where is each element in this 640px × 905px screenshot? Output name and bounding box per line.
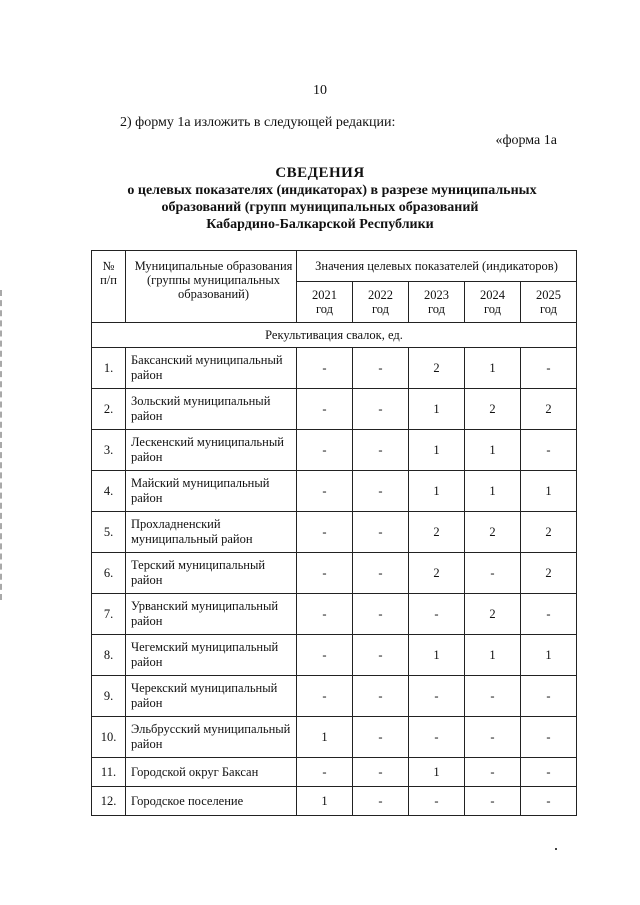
row-value-2021: - xyxy=(297,389,353,430)
row-number: 11. xyxy=(92,758,126,787)
row-value-2024: 1 xyxy=(465,471,521,512)
header-year-value: 2024 xyxy=(480,288,505,302)
row-value-2021: - xyxy=(297,512,353,553)
row-number: 9. xyxy=(92,676,126,717)
header-year-unit: год xyxy=(427,302,446,316)
header-year-0 xyxy=(297,282,353,323)
row-value-2022: - xyxy=(353,717,409,758)
table-row xyxy=(92,758,577,787)
row-municipality: Лескенский муниципальный район xyxy=(126,430,297,471)
page-number: 10 xyxy=(313,83,327,98)
row-value-2021: - xyxy=(297,553,353,594)
header-year-value: 2022 xyxy=(368,288,393,302)
row-municipality: Чегемский муниципальный район xyxy=(126,635,297,676)
row-value-2021: - xyxy=(297,594,353,635)
title-line-3: Кабардино-Балкарской Республики xyxy=(206,217,434,232)
row-value-2025: - xyxy=(521,758,577,787)
row-number: 5. xyxy=(92,512,126,553)
intro-text: 2) форму 1а изложить в следующей редакции: xyxy=(120,115,396,130)
row-value-2021: - xyxy=(297,676,353,717)
row-value-2023: 1 xyxy=(409,758,465,787)
row-number: 6. xyxy=(92,553,126,594)
row-value-2021: 1 xyxy=(297,717,353,758)
section-title: Рекультивация свалок, ед. xyxy=(92,323,577,348)
row-value-2025: - xyxy=(521,594,577,635)
row-value-2025: 2 xyxy=(521,389,577,430)
row-value-2025: - xyxy=(521,348,577,389)
scan-speck xyxy=(555,848,557,850)
row-value-2023: 2 xyxy=(409,512,465,553)
header-year-4 xyxy=(521,282,577,323)
row-municipality: Зольский муниципальный район xyxy=(126,389,297,430)
row-value-2022: - xyxy=(353,676,409,717)
section-row xyxy=(92,323,577,348)
header-num: № п/п xyxy=(92,251,126,323)
header-year-1 xyxy=(353,282,409,323)
row-value-2023: 2 xyxy=(409,553,465,594)
header-name: Муниципальные образования (группы муниципальных образований) xyxy=(126,251,297,323)
indicators-table xyxy=(91,250,577,816)
row-value-2021: - xyxy=(297,758,353,787)
row-value-2025: 2 xyxy=(521,553,577,594)
row-value-2023: - xyxy=(409,787,465,816)
row-value-2024: 2 xyxy=(465,512,521,553)
row-value-2023: 2 xyxy=(409,348,465,389)
row-value-2025: 2 xyxy=(521,512,577,553)
row-municipality: Эльбрусский муниципальный район xyxy=(126,717,297,758)
header-year-value: 2021 xyxy=(312,288,337,302)
row-value-2021: 1 xyxy=(297,787,353,816)
row-value-2023: 1 xyxy=(409,389,465,430)
table-row xyxy=(92,676,577,717)
form-label: «форма 1а xyxy=(495,133,557,148)
row-municipality: Прохладненский муниципальный район xyxy=(126,512,297,553)
row-value-2024: 1 xyxy=(465,430,521,471)
row-number: 2. xyxy=(92,389,126,430)
table-row xyxy=(92,471,577,512)
title-line-2: образований (групп муниципальных образований xyxy=(161,200,479,215)
row-municipality: Городской округ Баксан xyxy=(126,758,297,787)
row-value-2022: - xyxy=(353,594,409,635)
row-value-2024: - xyxy=(465,676,521,717)
scan-margin-marks xyxy=(0,290,6,600)
row-municipality: Городское поселение xyxy=(126,787,297,816)
document-title xyxy=(0,165,640,233)
table-body xyxy=(92,348,577,816)
title-line-1: о целевых показателях (индикаторах) в разрезе муниципальных xyxy=(127,183,537,198)
row-value-2022: - xyxy=(353,348,409,389)
row-value-2025: - xyxy=(521,787,577,816)
row-number: 8. xyxy=(92,635,126,676)
row-number: 1. xyxy=(92,348,126,389)
row-number: 4. xyxy=(92,471,126,512)
table-row xyxy=(92,787,577,816)
row-value-2022: - xyxy=(353,430,409,471)
table-row xyxy=(92,635,577,676)
header-year-value: 2023 xyxy=(424,288,449,302)
table-row xyxy=(92,594,577,635)
row-number: 12. xyxy=(92,787,126,816)
row-value-2024: 2 xyxy=(465,389,521,430)
row-value-2023: 1 xyxy=(409,430,465,471)
header-year-unit: год xyxy=(371,302,390,316)
header-group: Значения целевых показателей (индикаторов) xyxy=(297,251,577,282)
row-value-2023: - xyxy=(409,594,465,635)
row-municipality: Баксанский муниципальный район xyxy=(126,348,297,389)
row-value-2023: - xyxy=(409,676,465,717)
row-value-2024: - xyxy=(465,553,521,594)
row-value-2024: - xyxy=(465,758,521,787)
row-value-2025: - xyxy=(521,430,577,471)
table-row xyxy=(92,553,577,594)
table-row xyxy=(92,430,577,471)
row-municipality: Майский муниципальный район xyxy=(126,471,297,512)
row-number: 10. xyxy=(92,717,126,758)
row-value-2024: 1 xyxy=(465,635,521,676)
table-row xyxy=(92,348,577,389)
row-value-2022: - xyxy=(353,471,409,512)
row-value-2024: - xyxy=(465,787,521,816)
row-value-2024: - xyxy=(465,717,521,758)
row-value-2022: - xyxy=(353,635,409,676)
row-value-2021: - xyxy=(297,430,353,471)
row-value-2025: 1 xyxy=(521,471,577,512)
row-value-2023: 1 xyxy=(409,635,465,676)
row-value-2023: 1 xyxy=(409,471,465,512)
row-number: 3. xyxy=(92,430,126,471)
header-year-unit: год xyxy=(315,302,334,316)
table-row xyxy=(92,717,577,758)
header-year-unit: год xyxy=(483,302,502,316)
row-value-2022: - xyxy=(353,553,409,594)
title-main: СВЕДЕНИЯ xyxy=(275,165,365,181)
row-value-2025: - xyxy=(521,717,577,758)
table-row xyxy=(92,512,577,553)
header-year-value: 2025 xyxy=(536,288,561,302)
header-year-unit: год xyxy=(539,302,558,316)
row-value-2024: 2 xyxy=(465,594,521,635)
row-value-2023: - xyxy=(409,717,465,758)
row-municipality: Терский муниципальный район xyxy=(126,553,297,594)
row-value-2021: - xyxy=(297,471,353,512)
row-value-2022: - xyxy=(353,389,409,430)
row-value-2022: - xyxy=(353,787,409,816)
table-row xyxy=(92,389,577,430)
row-value-2022: - xyxy=(353,512,409,553)
row-municipality: Черекский муниципальный район xyxy=(126,676,297,717)
header-year-2 xyxy=(409,282,465,323)
row-value-2021: - xyxy=(297,348,353,389)
row-value-2025: 1 xyxy=(521,635,577,676)
row-municipality: Урванский муниципальный район xyxy=(126,594,297,635)
row-value-2025: - xyxy=(521,676,577,717)
row-value-2021: - xyxy=(297,635,353,676)
header-year-3 xyxy=(465,282,521,323)
row-number: 7. xyxy=(92,594,126,635)
row-value-2022: - xyxy=(353,758,409,787)
row-value-2024: 1 xyxy=(465,348,521,389)
